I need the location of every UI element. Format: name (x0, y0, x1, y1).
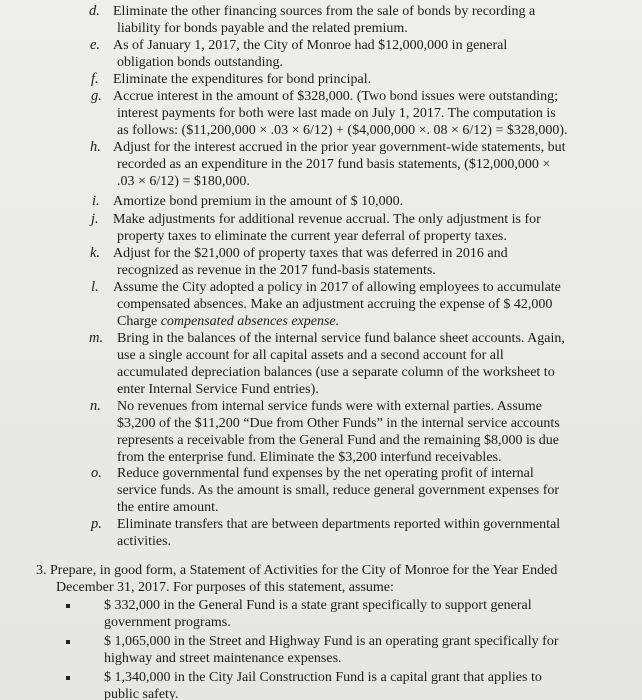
assumption-item: $ 1,065,000 in the Street and Highway Fund is an operating grant specifically for highway and street maintenance expenses. (36, 633, 626, 667)
item-text: Bring in the balances of the internal service fund balance sheet accounts. Again, use a single account for all capital assets and a second account for all accumulated depreciation balances (use a separate column of the worksheet to enter Internal Service Fund entries). (117, 331, 565, 397)
item-letter: l. (91, 279, 99, 295)
item-text: As of January 1, 2017, the City of Monroe had $12,000,000 in general obligation bonds outstanding. (113, 38, 508, 70)
item-letter: h. (90, 139, 101, 155)
item-text: Adjust for the $21,000 of property taxes that was deferred in 2016 and recognized as revenue in the 2017 fund-basis statements. (113, 246, 508, 278)
item-text: Adjust for the interest accrued in the prior year government-wide statements, but recorded as an expenditure in the 2017 fund basis statements, ($12,000,000 × .03 × 6/12) = $180,000. (113, 140, 566, 189)
item-letter: j. (91, 211, 99, 227)
bullet-icon (66, 640, 70, 644)
item-text: Reduce governmental fund expenses by the net operating profit of internal service funds. As the amount is small, reduce general government expenses for the entire amount. (117, 466, 560, 515)
item-letter: e. (90, 37, 101, 53)
item-letter: d. (89, 3, 100, 19)
item-text: Assume the City adopted a policy in 2017 of allowing employees to accumulate compensated absences. Make an adjustment accruing the expense of $ 42,000 Charge compensated absences expense. (113, 280, 561, 329)
item-letter: i. (92, 193, 100, 209)
assumption-list (36, 597, 626, 700)
item-text: No revenues from internal service funds were with external parties. Assume $3,200 of the $11,200 “Due from Other Funds” in the internal service accounts represents a receivable from the General Fund and the remaining $8,000 is due from the enterprise fund. Eliminate the $3,200 interfund receivables. (117, 399, 560, 465)
item-letter: f. (91, 71, 99, 87)
bullet-icon (66, 604, 70, 608)
item-letter: o. (91, 465, 102, 481)
item-text: Make adjustments for additional revenue accrual. The only adjustment is for property taxes to eliminate the current year deferral of property taxes. (113, 212, 541, 244)
question-3 (36, 562, 626, 700)
item-text: Accrue interest in the amount of $328,000. (Two bond issues were outstanding; interest payments for both were last made on July 1, 2017. The computation is as follows: ($11,200,000 × .03 × 6/12) + ($4,000,000 ×. 08 × 6/12) = $328,000). (113, 89, 568, 138)
item-letter: p. (91, 516, 102, 532)
assumption-item: $ 1,340,000 in the City Jail Construction Fund is a capital grant that applies to public safety. (36, 669, 626, 700)
item-letter: m. (89, 330, 104, 346)
item-text: Eliminate the other financing sources from the sale of bonds by recording a liability for bonds payable and the related premium. (113, 4, 536, 36)
item-text: Eliminate transfers that are between departments reported within governmental activities. (117, 517, 561, 549)
item-letter: k. (90, 245, 101, 261)
bullet-icon (66, 676, 70, 680)
item-letter: g. (91, 88, 102, 104)
item-letter: n. (90, 398, 101, 414)
item-text: Amortize bond premium in the amount of $ 10,000. (113, 194, 404, 209)
item-text: Eliminate the expenditures for bond principal. (113, 72, 372, 87)
assumption-item: $ 332,000 in the General Fund is a state grant specifically to support general government programs. (36, 597, 626, 631)
question-3-prompt: 3. Prepare, in good form, a Statement of Activities for the City of Monroe for the Year Ended December 31, 2017. For purposes of this statement, assume: (36, 563, 558, 595)
